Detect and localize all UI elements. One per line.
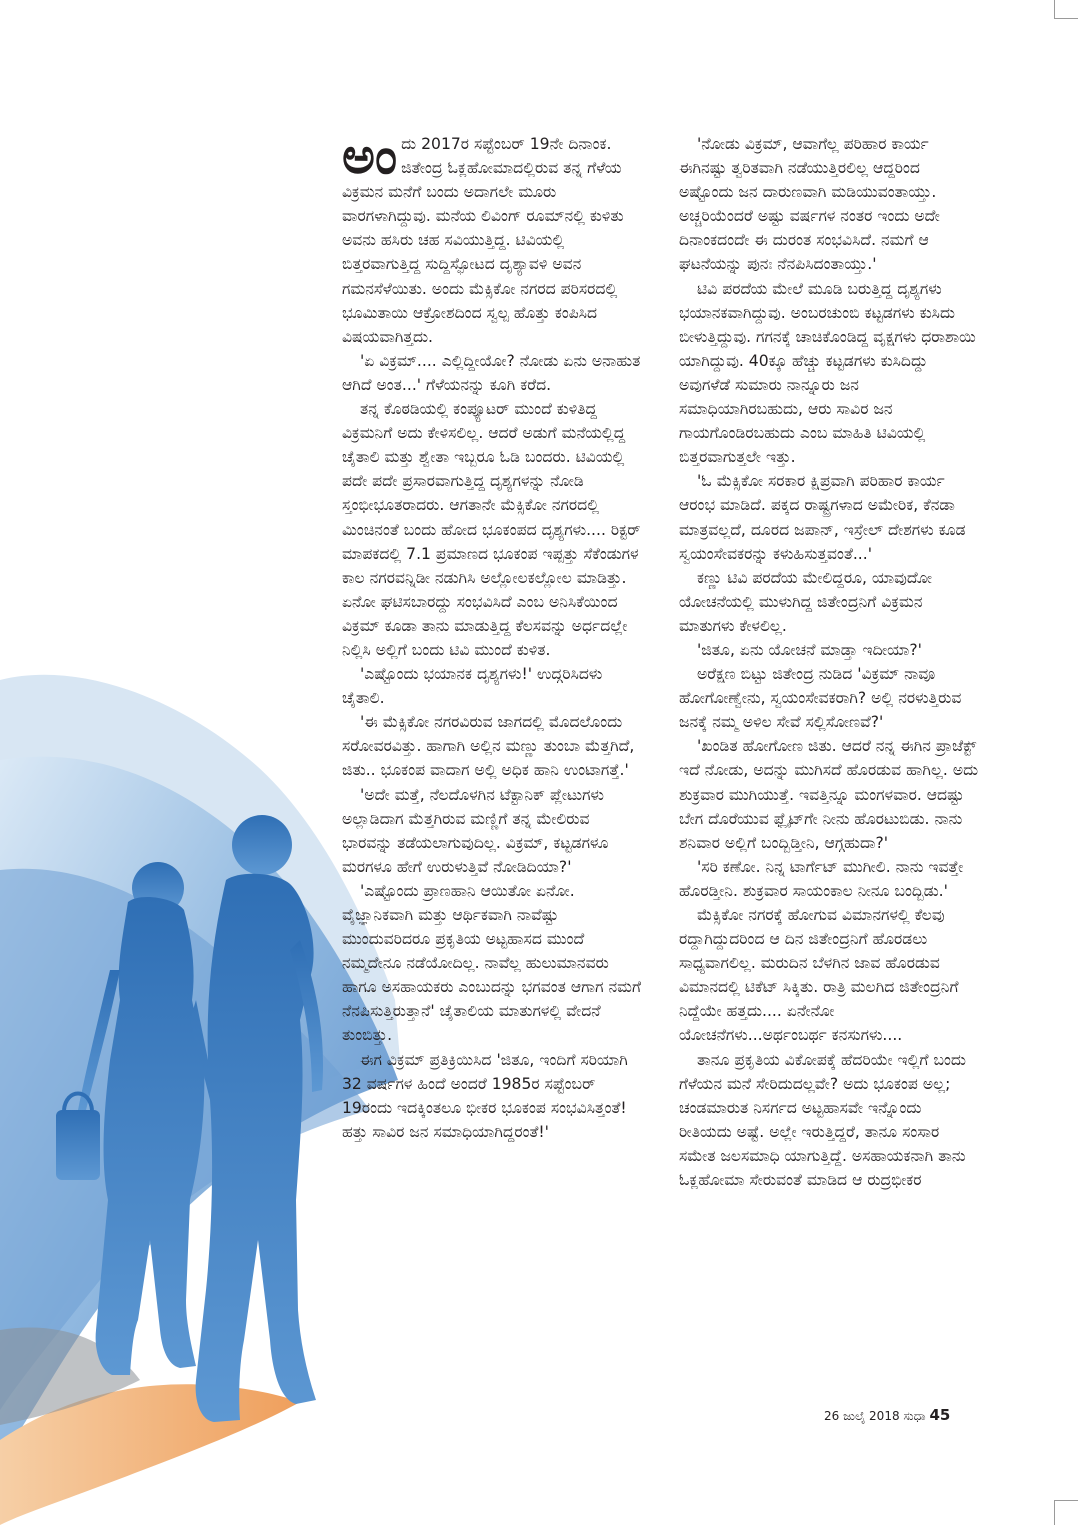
paragraph: ತನ್ನ ಕೊಠಡಿಯಲ್ಲಿ ಕಂಪ್ಯೂಟರ್ ಮುಂದೆ ಕುಳಿತಿದ್ದ ವಿಕ್ರಮನಿಗೆ ಅದು ಕೇಳಿಸಲಿಲ್ಲ. ಆದರೆ ಅಡುಗೆ ಮನೆಯಲ್ಲಿದ್ದ ಚೈತಾಲಿ ಮತ್ತು ಶ್ವೇತಾ ಇಬ್ಬರೂ ಓಡಿ ಬಂದರು. ಟಿವಿಯಲ್ಲಿ ಪದೇ ಪದೇ ಪ್ರಸಾರವಾಗುತ್ತಿದ್ದ ದೃಶ್ಯಗಳನ್ನು ನೋಡಿ ಸ್ತಂಭೀಭೂತರಾದರು. ಆಗತಾನೇ ಮೆಕ್ಸಿಕೋ ನಗರದಲ್ಲಿ ಮಿಂಚಿನಂತೆ ಬಂದು ಹೋದ ಭೂಕಂಪದ ದೃಶ್ಯಗಳು.... ರಿಕ್ಟರ್ ಮಾಪಕದಲ್ಲಿ 7.1 ಪ್ರಮಾಣದ ಭೂಕಂಪ ಇಪ್ಪತ್ತು ಸೆಕೆಂಡುಗಳ ಕಾಲ ನಗರವನ್ನಿಡೀ ನಡುಗಿಸಿ ಅಲ್ಲೋಲಕಲ್ಲೋಲ ಮಾಡಿತ್ತು. ಏನೋ ಘಟಿಸಬಾರದ್ದು ಸಂಭವಿಸಿದೆ ಎಂಬ ಅನಿಸಿಕೆಯಿಂದ ವಿಕ್ರಮ್ ಕೂಡಾ ತಾನು ಮಾಡುತ್ತಿದ್ದ ಕೆಲಸವನ್ನು ಅರ್ಧದಲ್ಲೇ ನಿಲ್ಲಿಸಿ ಅಲ್ಲಿಗೆ ಬಂದು ಟಿವಿ ಮುಂದೆ ಕುಳಿತ. [342,400,641,659]
article-column-left [342,127,642,1144]
crop-mark-bottom-right-v [1054,1500,1055,1525]
paragraph: ಈಗ ವಿಕ್ರಮ್ ಪ್ರತಿಕ್ರಿಯಿಸಿದ 'ಜಿತೂ, ಇಂದಿಗೆ ಸರಿಯಾಗಿ 32 ವರ್ಷಗಳ ಹಿಂದೆ ಅಂದರೆ 1985ರ ಸಪ್ಟೆಂಬರ್ 19ರಂದು ಇದಕ್ಕಿಂತಲೂ ಭೀಕರ ಭೂಕಂಪ ಸಂಭವಿಸಿತ್ತಂತೆ! ಹತ್ತು ಸಾವಿರ ಜನ ಸಮಾಧಿಯಾಗಿದ್ದರಂತೆ!' [342,1050,628,1141]
paragraph: 'ಅದೇ ಮತ್ತೆ, ನೆಲದೊಳಗಿನ ಟೆಕ್ಟಾನಿಕ್ ಪ್ಲೇಟುಗಳು ಅಲ್ಲಾಡಿದಾಗ ಮೆತ್ತಗಿರುವ ಮಣ್ಣಿಗೆ ತನ್ನ ಮೇಲಿರುವ ಭಾರವನ್ನು ತಡೆಯಲಾಗುವುದಿಲ್ಲ. ವಿಕ್ರಮ್, ಕಟ್ಟಡಗಳೂ ಮರಗಳೂ ಹೇಗೆ ಉರುಳುತ್ತಿವೆ ನೋಡಿದಿಯಾ?' [342,785,609,876]
paragraph: ಅರೆಕ್ಷಣ ಬಿಟ್ಟು ಜಿತೇಂದ್ರ ನುಡಿದ 'ವಿಕ್ರಮ್ ನಾವೂ ಹೋಗೋಣ್ವೇನು, ಸ್ವಯಂಸೇವಕರಾಗಿ? ಅಲ್ಲಿ ನರಳುತ್ತಿರುವ ಜನಕ್ಕೆ ನಮ್ಮ ಅಳಿಲ ಸೇವೆ ಸಲ್ಲಿಸೋಣವೆ?' [679,665,962,732]
paragraph: 'ನೋಡು ವಿಕ್ರಮ್, ಆವಾಗೆಲ್ಲ ಪರಿಹಾರ ಕಾರ್ಯ ಈಗಿನಷ್ಟು ತ್ವರಿತವಾಗಿ ನಡೆಯುತ್ತಿರಲಿಲ್ಲ ಆದ್ದರಿಂದ ಅಷ್ಟೊಂದು ಜನ ದಾರುಣವಾಗಿ ಮಡಿಯುವಂತಾಯ್ತು. ಅಚ್ಚರಿಯೆಂದರೆ ಅಷ್ಟು ವರ್ಷಗಳ ನಂತರ ಇಂದು ಅದೇ ದಿನಾಂಕದಂದೇ ಈ ದುರಂತ ಸಂಭವಿಸಿದೆ. ನಮಗೆ ಆ ಘಟನೆಯನ್ನು ಪುನಃ ನೆನಪಿಸಿದಂತಾಯ್ತು.' [679,135,940,274]
paragraph: 'ಓ ಮೆಕ್ಸಿಕೋ ಸರಕಾರ ಕ್ಷಿಪ್ರವಾಗಿ ಪರಿಹಾರ ಕಾರ್ಯ ಆರಂಭ ಮಾಡಿದೆ. ಪಕ್ಕದ ರಾಷ್ಟ್ರಗಳಾದ ಅಮೇರಿಕ, ಕೆನಡಾ ಮಾತ್ರವಲ್ಲದೆ, ದೂರದ ಜಪಾನ್, ಇಸ್ರೇಲ್ ದೇಶಗಳು ಕೂಡ ಸ್ವಯಂಸೇವಕರನ್ನು ಕಳುಹಿಸುತ್ತವಂತೆ...' [679,472,966,563]
magazine-name: ಸುಧಾ [903,1409,926,1423]
crop-mark-top-right-h [1054,18,1078,19]
crop-mark-top-right-v [1054,0,1055,18]
paragraph: 'ಈ ಮೆಕ್ಸಿಕೋ ನಗರವಿರುವ ಜಾಗದಲ್ಲಿ ಮೊದಲೊಂದು ಸರೋವರವಿತ್ತು. ಹಾಗಾಗಿ ಅಲ್ಲಿನ ಮಣ್ಣು ತುಂಬಾ ಮೆತ್ತಗಿದೆ, ಜಿತು.. ಭೂಕಂಪ ವಾದಾಗ ಅಲ್ಲಿ ಅಧಿಕ ಹಾನಿ ಉಂಟಾಗತ್ತೆ.' [342,713,635,780]
drop-cap: ಅಂ [342,127,396,185]
article-column-right [679,132,979,1192]
paragraph: 'ಎಷ್ಟೊಂದು ಪ್ರಾಣಹಾನಿ ಆಯಿತೋ ಏನೋ. ವೈಜ್ಞಾನಿಕವಾಗಿ ಮತ್ತು ಆರ್ಥಿಕವಾಗಿ ನಾವೆಷ್ಟು ಮುಂದುವರಿದರೂ ಪ್ರಕೃತಿಯ ಅಟ್ಟಹಾಸದ ಮುಂದೆ ನಮ್ಮದೇನೂ ನಡೆಯೋದಿಲ್ಲ. ನಾವೆಲ್ಲ ಹುಲುಮಾನವರು ಹಾಗೂ ಅಸಹಾಯಕರು ಎಂಬುದನ್ನು ಭಗವಂತ ಆಗಾಗ ನಮಗೆ ನೆನಪಿಸುತ್ತಿರುತ್ತಾನೆ' ಚೈತಾಲಿಯ ಮಾತುಗಳಲ್ಲಿ ವೇದನೆ ತುಂಬಿತ್ತು. [342,881,642,1045]
paragraph: 'ಖಂಡಿತ ಹೋಗೋಣ ಜಿತು. ಆದರೆ ನನ್ನ ಈಗಿನ ಪ್ರಾಜೆಕ್ಟ್ ಇದೆ ನೋಡು, ಅದನ್ನು ಮುಗಿಸದೆ ಹೊರಡುವ ಹಾಗಿಲ್ಲ. ಅದು ಶುಕ್ರವಾರ ಮುಗಿಯುತ್ತೆ. ಇವತ್ತಿನ್ನೂ ಮಂಗಳವಾರ. ಆದಷ್ಟು ಬೇಗ ದೊರೆಯುವ ಫ್ಲೈಟ್‌ಗೇ ನೀನು ಹೊರಟುಬಿಡು. ನಾನು ಶನಿವಾರ ಅಲ್ಲಿಗೆ ಬಂದ್ಬಿಡ್ತೀನಿ, ಆಗ್ಗಹುದಾ?' [679,737,979,852]
couple-walking-illustration [0,640,400,1525]
paragraph: ಮೆಕ್ಸಿಕೋ ನಗರಕ್ಕೆ ಹೋಗುವ ವಿಮಾನಗಳಲ್ಲಿ ಕೆಲವು ರದ್ದಾಗಿದ್ದುದರಿಂದ ಆ ದಿನ ಜಿತೇಂದ್ರನಿಗೆ ಹೊರಡಲು ಸಾಧ್ಯವಾಗಲಿಲ್ಲ. ಮರುದಿನ ಬೆಳಗಿನ ಜಾವ ಹೊರಡುವ ವಿಮಾನದಲ್ಲಿ ಟಿಕೆಟ್ ಸಿಕ್ಕಿತು. ರಾತ್ರಿ ಮಲಗಿದ ಜಿತೇಂದ್ರನಿಗೆ ನಿದ್ದೆಯೇ ಹತ್ತದು.... ಏನೇನೋ ಯೋಚನೆಗಳು...ಅರ್ಥಂಬರ್ಥ ಕನಸುಗಳು.... [679,906,959,1045]
paragraph-text: ದು 2017ರ ಸಪ್ಟೆಂಬರ್ 19ನೇ ದಿನಾಂಕ. ಜಿತೇಂದ್ರ ಓಕ್ಲಹೋಮಾದಲ್ಲಿರುವ ತನ್ನ ಗೆಳೆಯ ವಿಕ್ರಮನ ಮನೆಗೆ ಬಂದು ಅದಾಗಲೇ ಮೂರು ವಾರಗಳಾಗಿದ್ದುವು. ಮನೆಯ ಲಿವಿಂಗ್ ರೂಮ್‌ನಲ್ಲಿ ಕುಳಿತು ಅವನು ಹಸಿರು ಚಹ ಸವಿಯುತ್ತಿದ್ದ. ಟಿವಿಯಲ್ಲಿ ಬಿತ್ತರವಾಗುತ್ತಿದ್ದ ಸುದ್ದಿಸ್ಫೋಟದ ದೃಶ್ಯಾವಳಿ ಅವನ ಗಮನಸೆಳೆಯಿತು. ಅಂದು ಮೆಕ್ಸಿಕೋ ನಗರದ ಪರಿಸರದಲ್ಲಿ ಭೂಮಿತಾಯಿ ಆಕ್ರೋಶದಿಂದ ಸ್ವಲ್ಪ ಹೊತ್ತು ಕಂಪಿಸಿದ ವಿಷಯವಾಗಿತ್ತದು. [342,135,624,346]
page-footer [824,1406,950,1424]
crop-mark-bottom-right-h [1054,1500,1078,1501]
paragraph: ತಾನೂ ಪ್ರಕೃತಿಯ ವಿಕೋಪಕ್ಕೆ ಹೆದರಿಯೇ ಇಲ್ಲಿಗೆ ಬಂದು ಗೆಳೆಯನ ಮನೆ ಸೇರಿದುದಲ್ಲವೇ? ಅದು ಭೂಕಂಪ ಅಲ್ಲ; ಚಂಡಮಾರುತ ನಿಸರ್ಗದ ಅಟ್ಟಹಾಸವೇ ಇನ್ನೊಂದು ರೀತಿಯದು ಅಷ್ಟೆ. ಅಲ್ಲೇ ಇರುತ್ತಿದ್ದರೆ, ತಾನೂ ಸಂಸಾರ ಸಮೇತ ಜಲಸಮಾಧಿ ಯಾಗುತ್ತಿದ್ದೆ. ಅಸಹಾಯಕನಾಗಿ ತಾನು ಓಕ್ಲಹೋಮಾ ಸೇರುವಂತೆ ಮಾಡಿದ ಆ ರುದ್ರಭೀಕರ [679,1050,966,1190]
paragraph: 'ಏ ವಿಕ್ರಮ್.... ಎಲ್ಲಿದ್ದೀಯೋ? ನೋಡು ಏನು ಅನಾಹುತ ಆಗಿದೆ ಅಂತ...' ಗೆಳೆಯನನ್ನು ಕೂಗಿ ಕರೆದ. [342,351,641,394]
paragraph: 'ಸರಿ ಕಣೋ. ನಿನ್ನ ಟಾರ್ಗೆಟ್ ಮುಗೀಲಿ. ನಾನು ಇವತ್ತೇ ಹೊರಡ್ತೀನಿ. ಶುಕ್ರವಾರ ಸಾಯಂಕಾಲ ನೀನೂ ಬಂದ್ಬಿಡು.' [679,857,964,900]
paragraph: 'ಎಷ್ಟೊಂದು ಭಯಾನಕ ದೃಶ್ಯಗಳು!' ಉದ್ಗರಿಸಿದಳು ಚೈತಾಲಿ. [342,665,603,708]
issue-date: 26 ಜುಲೈ 2018 [824,1409,900,1423]
paragraph: ಟಿವಿ ಪರದೆಯ ಮೇಲೆ ಮೂಡಿ ಬರುತ್ತಿದ್ದ ದೃಶ್ಯಗಳು ಭಯಾನಕವಾಗಿದ್ದುವು. ಅಂಬರಚುಂಬಿ ಕಟ್ಟಡಗಳು ಕುಸಿದು ಬೀಳುತ್ತಿದ್ದುವು. ಗಗನಕ್ಕೆ ಚಾಚಿಕೊಂಡಿದ್ದ ವೃಕ್ಷಗಳು ಧರಾಶಾಯಿ ಯಾಗಿದ್ದುವು. 40ಕ್ಕೂ ಹೆಚ್ಚು ಕಟ್ಟಡಗಳು ಕುಸಿದಿದ್ದು ಅವುಗಳೆಡೆ ಸುಮಾರು ನಾನ್ನೂರು ಜನ ಸಮಾಧಿಯಾಗಿರಬಹುದು, ಆರು ಸಾವಿರ ಜನ ಗಾಯಗೊಂಡಿರಬಹುದು ಎಂಬ ಮಾಹಿತಿ ಟಿವಿಯಲ್ಲಿ ಬಿತ್ತರವಾಗುತ್ತಲೇ ಇತ್ತು. [679,279,976,467]
paragraph: 'ಜಿತೂ, ಏನು ಯೋಚನೆ ಮಾಡ್ತಾ ಇದೀಯಾ?' [697,640,922,659]
paragraph: ಕಣ್ಣು ಟಿವಿ ಪರದೆಯ ಮೇಲಿದ್ದರೂ, ಯಾವುದೋ ಯೋಚನೆಯಲ್ಲಿ ಮುಳುಗಿದ್ದ ಜಿತೇಂದ್ರನಿಗೆ ವಿಕ್ರಮನ ಮಾತುಗಳು ಕೇಳಲಿಲ್ಲ. [679,568,933,635]
page-number: 45 [929,1406,951,1424]
paragraph-opening [342,127,642,349]
